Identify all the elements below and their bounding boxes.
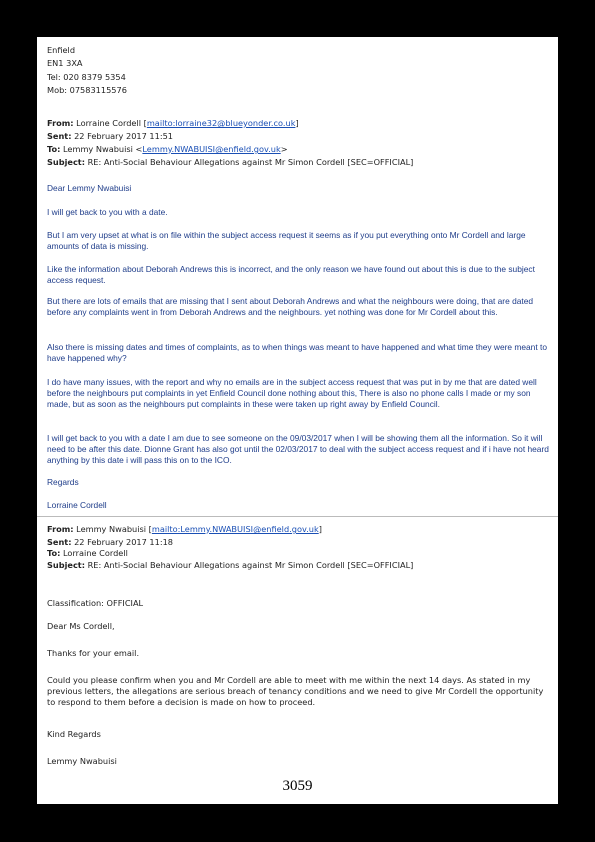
from-name: Lorraine Cordell <box>76 118 142 128</box>
email2-signoff: Kind Regards <box>47 729 101 739</box>
email1-signoff: Regards <box>47 477 79 487</box>
email1-greeting: Dear Lemmy Nwabuisi <box>47 183 132 193</box>
from-name: Lemmy Nwabuisi <box>76 524 147 534</box>
email2-sent-line <box>47 537 173 548</box>
to-label: To: <box>47 548 61 558</box>
email1-signature: Lorraine Cordell <box>47 500 107 510</box>
email1-paragraph: I will get back to you with a date. <box>47 207 168 217</box>
sent-label: Sent: <box>47 537 72 547</box>
email1-paragraph: But there are lots of emails that are missing that I sent about Deborah Andrews and what the neighbours were doing, that are dated before any complaints went in from Deborah Andrews and the neighbours. yet nothing was done for Mr Cordell about this. <box>47 296 534 317</box>
subject-text: RE: Anti-Social Behaviour Allegations against Mr Simon Cordell [SEC=OFFICIAL] <box>87 560 414 570</box>
address-postcode: EN1 3XA <box>47 58 83 68</box>
email1-paragraph: Like the information about Deborah Andrews this is incorrect, and the only reason we have found out about this is due to the subject access request. <box>47 264 535 285</box>
address-mob: Mob: 07583115576 <box>47 85 127 95</box>
email1-from-line: From: Lorraine Cordell [mailto:lorraine32@blueyonder.co.uk] <box>47 118 299 128</box>
sent-date: 22 February 2017 11:51 <box>74 131 174 141</box>
email2-body: Could you please confirm when you and Mr Cordell are able to meet with me within the next 14 days. As stated in my previous letters, the allegations are serious breach of tenancy conditions and we need to give Mr Cordell the opportunity to respond to them before a decision is made on how to proceed. <box>47 675 544 707</box>
address-tel: Tel: 020 8379 5354 <box>47 72 126 82</box>
sent-date: 22 February 2017 11:18 <box>74 537 174 547</box>
sent-label: Sent: <box>47 131 72 141</box>
email2-from-line: From: Lemmy Nwabuisi [mailto:Lemmy.NWABUISI@enfield.gov.uk] <box>47 524 322 534</box>
email2-thanks: Thanks for your email. <box>47 648 140 658</box>
email2-signature: Lemmy Nwabuisi <box>47 756 117 766</box>
separator-line <box>37 516 558 517</box>
email1-sent-line <box>47 131 173 142</box>
from-mailto-link[interactable]: mailto:Lemmy.NWABUISI@enfield.gov.uk <box>151 524 319 534</box>
email1-paragraph: Also there is missing dates and times of complaints, as to when things was meant to have happened and what time they were meant to have happened why? <box>47 342 547 363</box>
document-page <box>37 37 558 804</box>
email2-to-line <box>47 548 128 559</box>
email1-to-line: To: Lemmy Nwabuisi <Lemmy.NWABUISI@enfield.gov.uk> <box>47 144 288 154</box>
email2-greeting: Dear Ms Cordell, <box>47 621 115 631</box>
address-city: Enfield <box>47 45 76 55</box>
email1-subject-line <box>47 157 413 168</box>
email2-subject-line <box>47 560 413 571</box>
subject-label: Subject: <box>47 157 85 167</box>
from-label: From: <box>47 524 74 534</box>
page-number: 3059 <box>282 778 313 794</box>
from-label: From: <box>47 118 74 128</box>
to-name: Lemmy Nwabuisi <box>63 144 133 154</box>
from-mailto-link[interactable]: mailto:lorraine32@blueyonder.co.uk <box>146 118 296 128</box>
to-label: To: <box>47 144 61 154</box>
email2-classification: Classification: OFFICIAL <box>47 598 144 608</box>
subject-label: Subject: <box>47 560 85 570</box>
email1-paragraph: I do have many issues, with the report and why no emails are in the subject access request that was put in by me that are dated well before the neighbours put complaints in yet Enfield Council done nothing about this, There is also no phone calls I made or my son made, but as soon as the neighbours put complaints in these were taken up right away by Enfield Council. <box>47 377 537 409</box>
to-name: Lorraine Cordell <box>63 548 128 558</box>
subject-text: RE: Anti-Social Behaviour Allegations against Mr Simon Cordell [SEC=OFFICIAL] <box>87 157 414 167</box>
email1-paragraph: I will get back to you with a date I am due to see someone on the 09/03/2017 when I will be showing them all the information. So it will need to be after this date. Dionne Grant has also got until the 02/03/2017 to deal with the subject access request and if i have not heard anything by this date i will pass this on to the ICO. <box>47 433 549 465</box>
to-email-link[interactable]: Lemmy.NWABUISI@enfield.gov.uk <box>142 144 281 154</box>
email1-paragraph: But I am very upset at what is on file within the subject access request it seems as if you put everything onto Mr Cordell and large amounts of data is missing. <box>47 230 526 251</box>
